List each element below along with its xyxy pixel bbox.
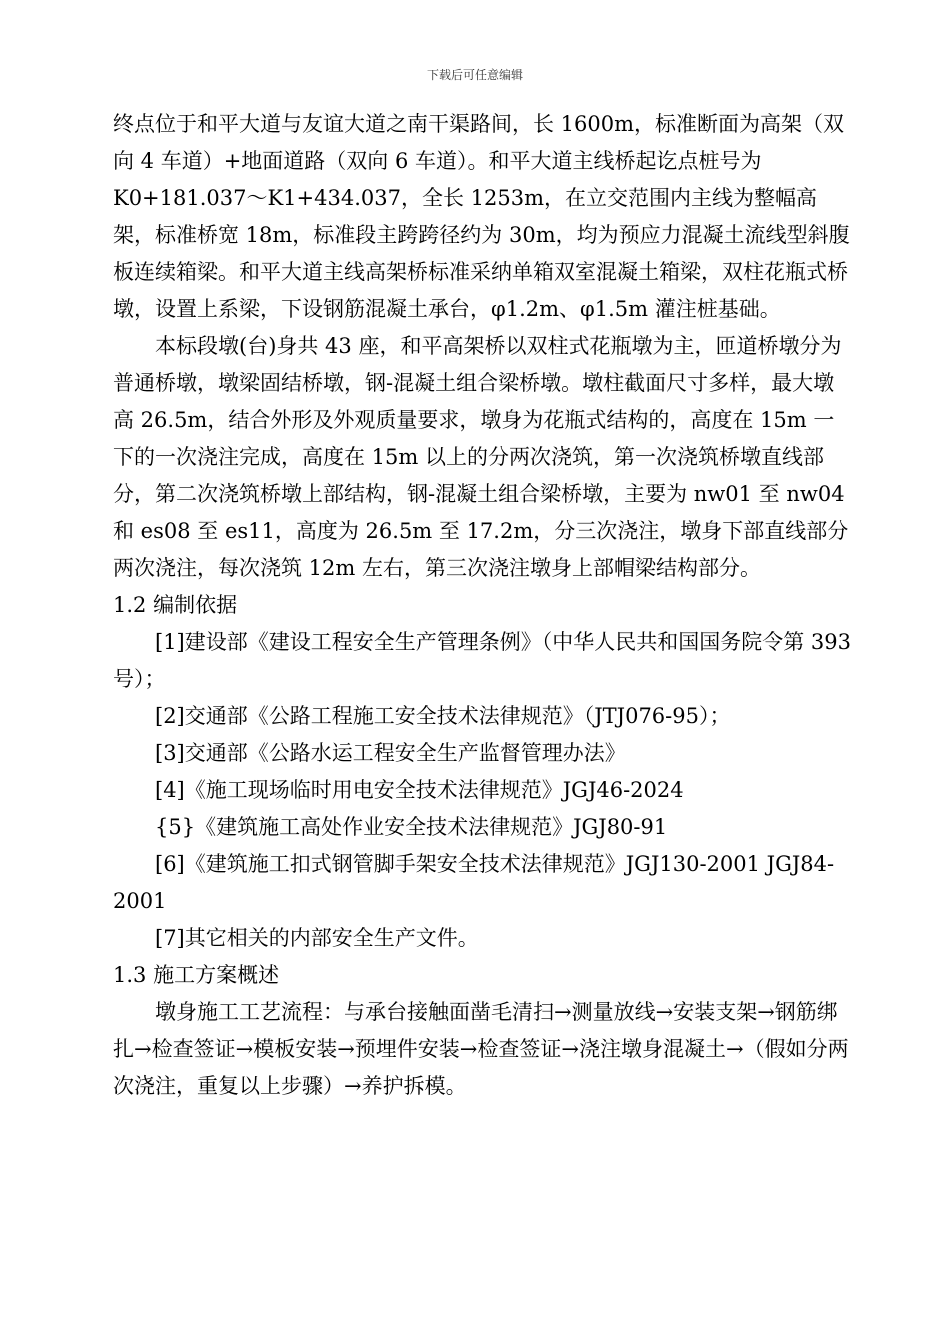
reference-item-5: {5}《建筑施工高处作业安全技术法律规范》JGJ80-91 bbox=[155, 815, 668, 839]
reference-item-4: [4]《施工现场临时用电安全技术法律规范》JGJ46-2024 bbox=[155, 778, 684, 802]
reference-item-1: [1]建设部《建设工程安全生产管理条例》（中华人民共和国国务院令第 393 号）； bbox=[113, 630, 852, 691]
section-heading-plan: 1.3 施工方案概述 bbox=[113, 963, 280, 987]
reference-item-6: [6]《建筑施工扣式钢管脚手架安全技术法律规范》JGJ130-2001 JGJ84-2001 bbox=[113, 852, 835, 913]
paragraph-project-overview: 终点位于和平大道与友谊大道之南干渠路间，长 1600m，标准断面为高架（双向 4 车道）+地面道路（双向 6 车道）。和平大道主线桥起讫点桩号为 K0+181.037～K1+434.037，全长 1253m，在立交范围内主线为整幅高架，标准桥宽 18m，标准段主跨跨径约为 30m，均为预应力混凝土流线型斜腹板连续箱梁。和平大道主线高架桥标准采纳单箱双室混凝土箱梁，双柱花瓶式桥墩，设置上系梁，下设钢筋混凝土承台，φ1.2m、φ1.5m 灌注桩基础。 bbox=[113, 112, 850, 321]
reference-item-3: [3]交通部《公路水运工程安全生产监督管理办法》 bbox=[155, 741, 626, 765]
section-heading-basis: 1.2 编制依据 bbox=[113, 593, 238, 617]
page-header-note: 下载后可任意编辑 bbox=[426, 68, 523, 82]
paragraph-process-flow: 墩身施工工艺流程：与承台接触面凿毛清扫→测量放线→安装支架→钢筋绑扎→检查签证→模板安装→预埋件安装→检查签证→浇注墩身混凝土→（假如分两次浇注，重复以上步骤）→养护拆模。 bbox=[113, 1000, 849, 1098]
reference-item-2: [2]交通部《公路工程施工安全技术法律规范》（JTJ076-95）； bbox=[155, 704, 731, 728]
reference-item-7: [7]其它相关的内部安全生产文件。 bbox=[155, 926, 479, 950]
paragraph-pier-description: 本标段墩(台)身共 43 座，和平高架桥以双柱式花瓶墩为主，匝道桥墩分为普通桥墩，墩梁固结桥墩，钢-混凝土组合梁桥墩。墩柱截面尺寸多样，最大墩高 26.5m，结合外形及外观质量要求，墩身为花瓶式结构的，高度在 15m 一下的一次浇注完成，高度在 15m 以上的分两次浇筑，第一次浇筑桥墩直线部分，第二次浇筑桥墩上部结构，钢-混凝土组合梁桥墩，主要为 nw01 至 nw04 和 es08 至 es11，高度为 26.5m 至 17.2m，分三次浇注，墩身下部直线部分两次浇注，每次浇筑 12m 左右，第三次浇注墩身上部帽梁结构部分。 bbox=[113, 334, 849, 580]
document-body bbox=[113, 106, 853, 1105]
